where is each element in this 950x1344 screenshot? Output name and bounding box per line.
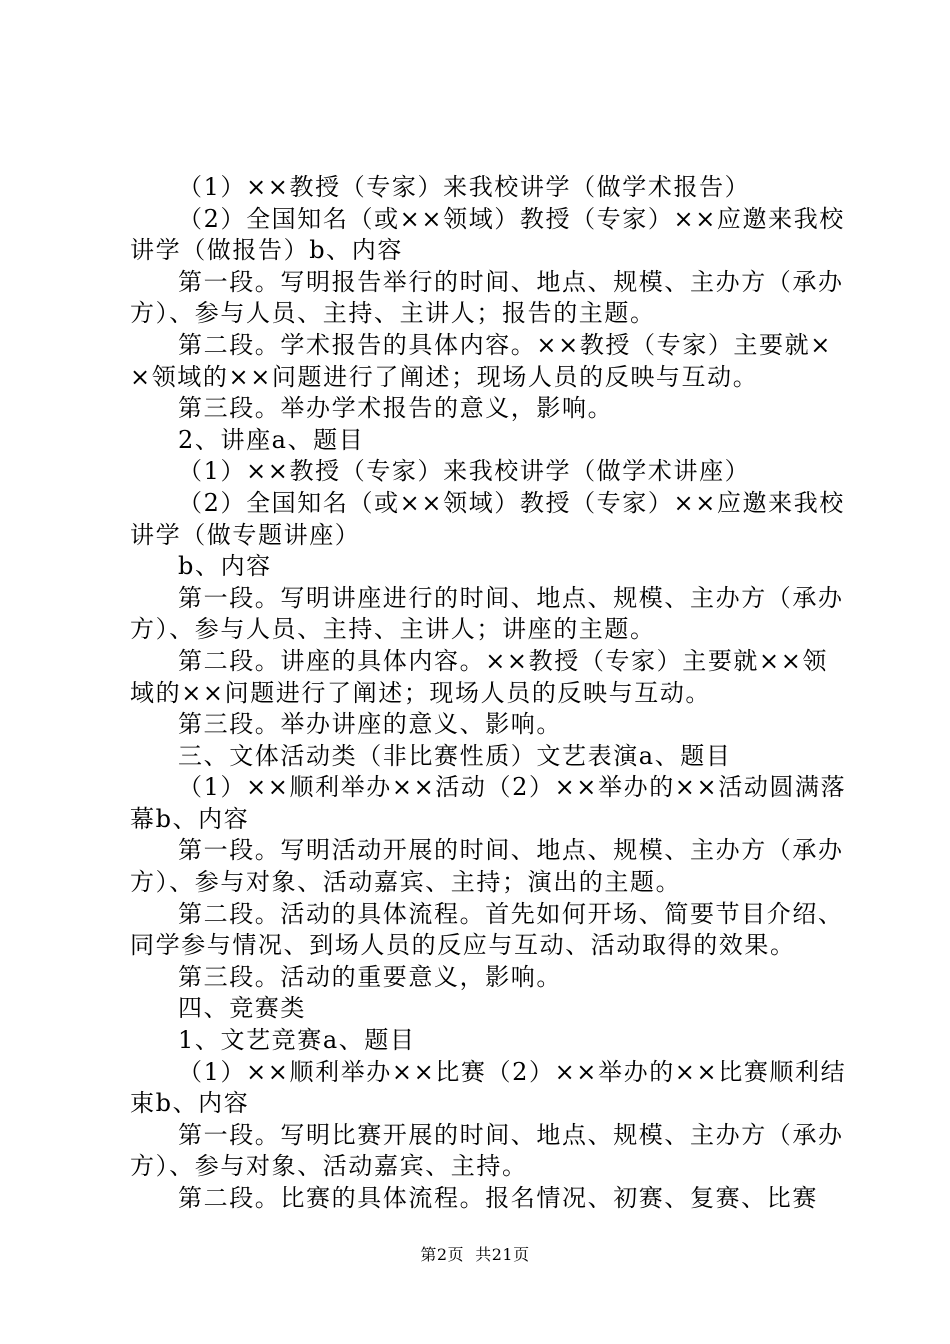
paragraph: 第一段。写明比赛开展的时间、地点、规模、主办方（承办方）、参与对象、活动嘉宾、主持。 [130, 1120, 844, 1181]
footer-spacer [464, 1245, 475, 1264]
paragraph: 三、文体活动类（非比赛性质）文艺表演a、题目 [178, 741, 732, 770]
page-total: 共21页 [475, 1245, 530, 1264]
paragraph: （2）全国知名（或××领域）教授（专家）××应邀来我校讲学（做专题讲座） [130, 488, 845, 549]
paragraph: 四、竞赛类 [178, 994, 306, 1023]
paragraph: 2、讲座a、题目 [178, 425, 365, 454]
paragraph: 第二段。活动的具体流程。首先如何开场、简要节目介绍、同学参与情况、到场人员的反应与互动、活动取得的效果。 [130, 899, 844, 960]
paragraph: 第三段。活动的重要意义，影响。 [178, 962, 562, 991]
page-footer [0, 1245, 950, 1265]
paragraph: （1）××教授（专家）来我校讲学（做学术讲座） [178, 457, 751, 486]
document-body [130, 172, 850, 1215]
paragraph: 1、文艺竞赛a、题目 [178, 1026, 416, 1055]
paragraph: 第二段。学术报告的具体内容。××教授（专家）主要就××领域的××问题进行了阐述；现场人员的反映与互动。 [130, 330, 832, 391]
paragraph: （1）××顺利举办××活动（2）××举办的××活动圆满落幕b、内容 [130, 773, 847, 833]
paragraph: 第三段。举办讲座的意义、影响。 [178, 710, 562, 739]
paragraph: 第一段。写明活动开展的时间、地点、规模、主办方（承办方）、参与对象、活动嘉宾、主持；演出的主题。 [130, 836, 844, 897]
paragraph: b、内容 [178, 552, 272, 581]
paragraph: 第一段。写明报告举行的时间、地点、规模、主办方（承办方）、参与人员、主持、主讲人；报告的主题。 [130, 267, 844, 328]
paragraph: （1）××顺利举办××比赛（2）××举办的××比赛顺利结束b、内容 [130, 1057, 847, 1118]
page-number: 第2页 [420, 1245, 465, 1264]
paragraph: （2）全国知名（或××领域）教授（专家）××应邀来我校讲学（做报告）b、内容 [130, 204, 845, 265]
paragraph: 第一段。写明讲座进行的时间、地点、规模、主办方（承办方）、参与人员、主持、主讲人；讲座的主题。 [130, 583, 844, 644]
paragraph: （1）××教授（专家）来我校讲学（做学术报告） [178, 173, 751, 201]
paragraph: 第三段。举办学术报告的意义，影响。 [178, 394, 614, 423]
paragraph: 第二段。比赛的具体流程。报名情况、初赛、复赛、比赛 [178, 1184, 818, 1212]
paragraph: 第二段。讲座的具体内容。××教授（专家）主要就××领域的××问题进行了阐述；现场人员的反映与互动。 [130, 646, 829, 707]
